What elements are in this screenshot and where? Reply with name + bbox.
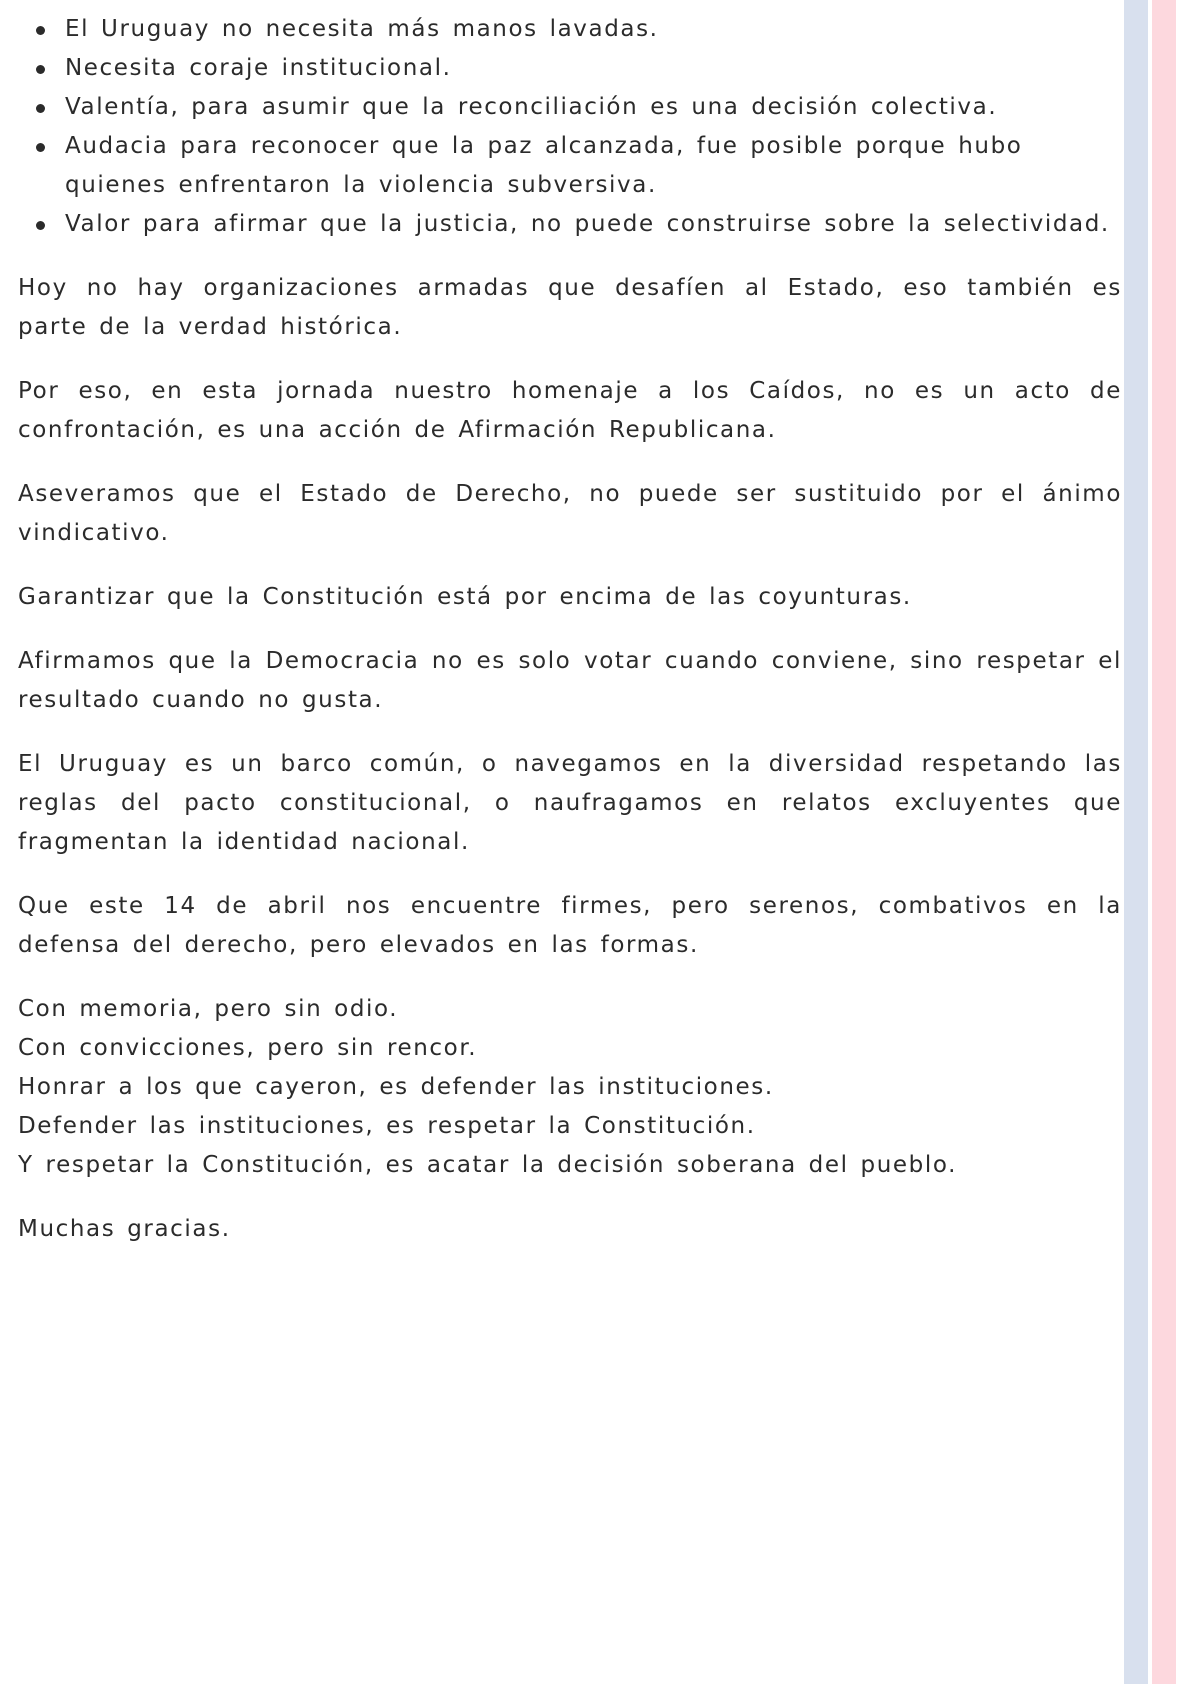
bullet-dot-icon — [36, 65, 45, 74]
sign-off: Muchas gracias. — [18, 1216, 231, 1242]
bullet-dot-icon — [36, 143, 45, 152]
bullet-item: Audacia para reconocer que la paz alcanzada, fue posible porque hubo quienes enfrentaron la violencia subversiva. — [18, 127, 1122, 205]
closing-line: Honrar a los que cayeron, es defender las instituciones. — [18, 1074, 774, 1100]
decorative-stripe-blue — [1124, 0, 1148, 1684]
paragraph-democracy: Afirmamos que la Democracia no es solo votar cuando conviene, sino respetar el resultado cuando no gusta. — [18, 648, 1122, 713]
speech-body — [18, 10, 1122, 1249]
bullet-dot-icon — [36, 26, 45, 35]
bullet-dot-icon — [36, 104, 45, 113]
bullet-item: Valentía, para asumir que la reconciliación es una decisión colectiva. — [18, 88, 1122, 127]
bullet-item: Necesita coraje institucional. — [18, 49, 1122, 88]
bullet-item: El Uruguay no necesita más manos lavadas. — [18, 10, 1122, 49]
closing-line: Con memoria, pero sin odio. — [18, 996, 399, 1022]
paragraph-constitution: Garantizar que la Constitución está por encima de las coyunturas. — [18, 584, 912, 610]
closing-lines — [18, 990, 1122, 1185]
bullet-list — [18, 10, 1122, 244]
paragraph-common-ship: El Uruguay es un barco común, o navegamos en la diversidad respetando las reglas del pacto constitucional, o naufragamos en relatos excluyentes que fragmentan la identidad nacional. — [18, 751, 1122, 855]
bullet-item: Valor para afirmar que la justicia, no puede construirse sobre la selectividad. — [18, 205, 1122, 244]
paragraph-rule-of-law: Aseveramos que el Estado de Derecho, no puede ser sustituido por el ánimo vindicativo. — [18, 481, 1122, 546]
closing-line: Y respetar la Constitución, es acatar la decisión soberana del pueblo. — [18, 1152, 958, 1178]
closing-line: Con convicciones, pero sin rencor. — [18, 1035, 478, 1061]
paragraph-april-14: Que este 14 de abril nos encuentre firmes, pero serenos, combativos en la defensa del derecho, pero elevados en las formas. — [18, 893, 1122, 958]
bullet-dot-icon — [36, 221, 45, 230]
closing-line: Defender las instituciones, es respetar la Constitución. — [18, 1113, 756, 1139]
paragraph-armed-organizations: Hoy no hay organizaciones armadas que desafíen al Estado, eso también es parte de la verdad histórica. — [18, 275, 1122, 340]
paragraph-tribute: Por eso, en esta jornada nuestro homenaje a los Caídos, no es un acto de confrontación, es una acción de Afirmación Republicana. — [18, 378, 1122, 443]
decorative-stripe-pink — [1152, 0, 1176, 1684]
